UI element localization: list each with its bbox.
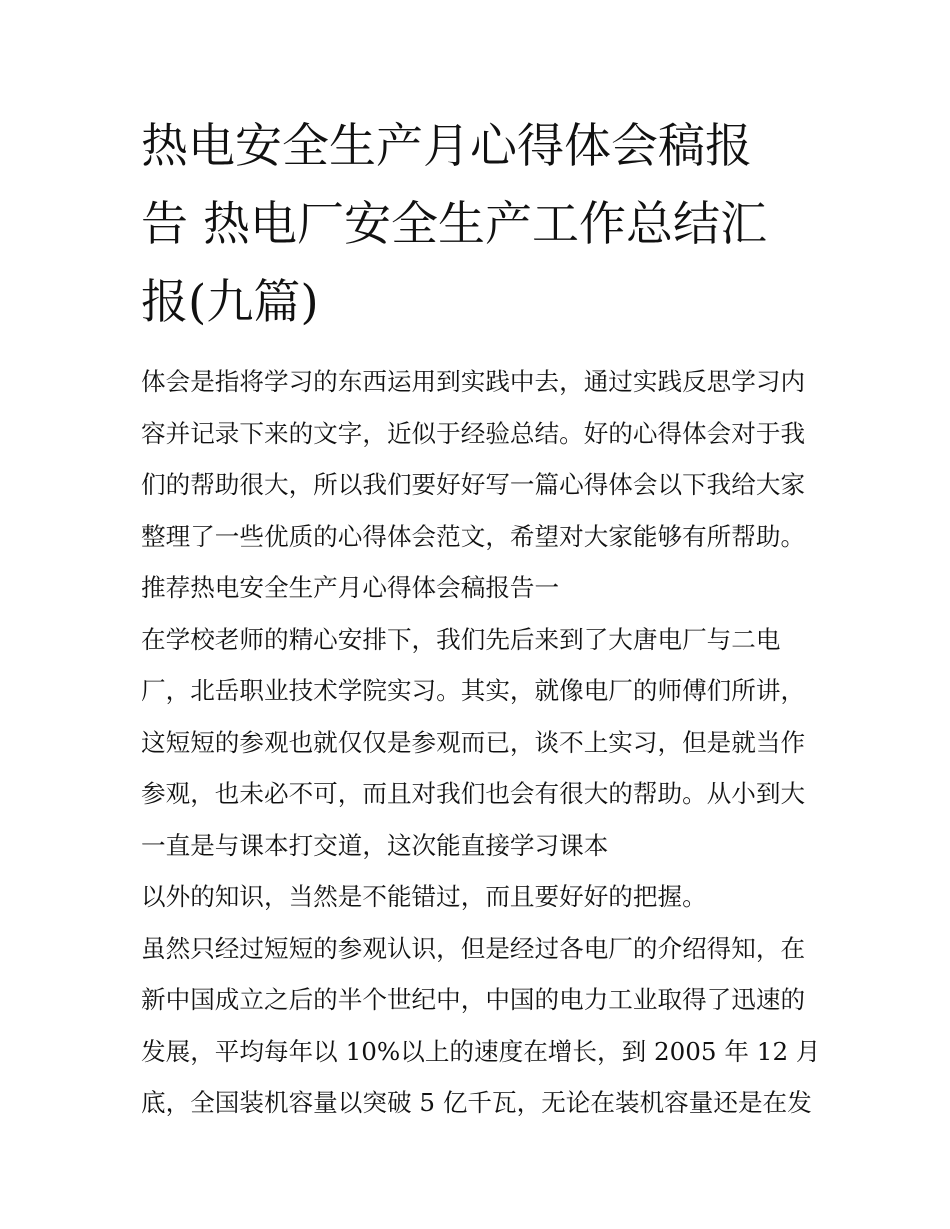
body-line: 底，全国装机容量以突破 5 亿千瓦，无论在装机容量还是在发	[141, 1088, 812, 1117]
body-line: 一直是与课本打交道，这次能直接学习课本	[141, 830, 609, 860]
title-line: 热电安全生产月心得体会稿报	[141, 119, 752, 174]
body-line: 们的帮助很大，所以我们要好好写一篇心得体会以下我给大家	[141, 470, 806, 499]
body-line: 参观，也未必不可，而且对我们也会有很大的帮助。从小到大	[141, 779, 806, 808]
body-line: 虽然只经过短短的参观认识，但是经过各电厂的介绍得知，在	[141, 933, 806, 963]
body-line: 厂，北岳职业技术学院实习。其实，就像电厂的师傅们所讲，	[141, 676, 806, 705]
document-page	[141, 108, 821, 1129]
title-line: 告 热电厂安全生产工作总结汇	[141, 197, 767, 252]
body-line: 整理了一些优质的心得体会范文，希望对大家能够有所帮助。	[141, 521, 806, 551]
body-line: 以外的知识，当然是不能错过，而且要好好的把握。	[141, 882, 707, 911]
body-line: 体会是指将学习的东西运用到实践中去，通过实践反思学习内	[141, 367, 806, 396]
title-line: 报(九篇)	[141, 275, 319, 330]
body-line: 这短短的参观也就仅仅是参观而已，谈不上实习，但是就当作	[141, 727, 806, 757]
body-line: 发展，平均每年以 10%以上的速度在增长，到 2005 年 12 月	[141, 1036, 821, 1066]
document-title	[141, 108, 816, 342]
body-line: 新中国成立之后的半个世纪中，中国的电力工业取得了迅速的	[141, 985, 806, 1014]
section-heading: 推荐热电安全生产月心得体会稿报告一	[141, 573, 560, 602]
document-body	[141, 356, 821, 1129]
body-line: 在学校老师的精心安排下，我们先后来到了大唐电厂与二电	[141, 624, 781, 654]
body-line: 容并记录下来的文字，近似于经验总结。好的心得体会对于我	[141, 418, 806, 448]
